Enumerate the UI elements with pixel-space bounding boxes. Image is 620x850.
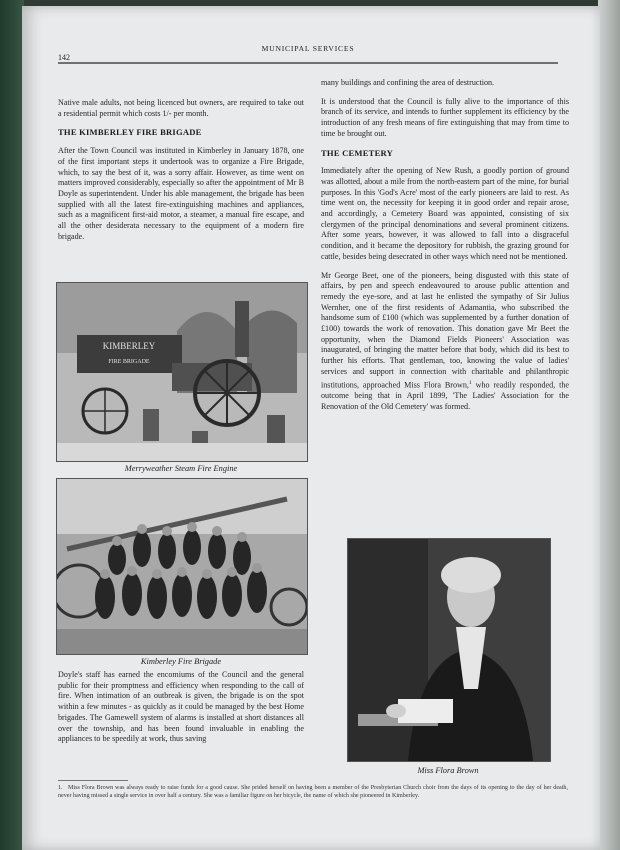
cemetery-heading: THE CEMETERY [321, 147, 394, 158]
fire-brigade-paragraph-3: It is understood that the Council is fully alive to the importance of this branch of its service, and intends to further supplement its efficiency by the introduction of any fresh means of fire extinguishing that may from time to time be brought out. [321, 96, 569, 138]
footnote-reference[interactable]: 1 [468, 379, 472, 386]
footnote-text: Miss Flora Brown was always ready to raise funds for a good cause. She prided herself on having been a member of the Presbyterian Church choir from the days of its opening to the day of her death, never having missed a single service in over half a century. She was a familiar figure on her bicycle, the name of which she pioneered in Kimberley. [58, 785, 568, 800]
fire-brigade-caption: Kimberley Fire Brigade [140, 657, 222, 666]
footnote-divider [58, 780, 128, 781]
cemetery-paragraph-2-text-end: who readily responded, the outcome being that in April 1899, 'The Ladies' Association for the Renovation of the Old Cemetery' was formed. [321, 380, 569, 411]
footnote [58, 784, 568, 801]
cemetery-paragraph-1: Immediately after the opening of New Rush, a goodly portion of ground was allotted, about a mile from the north-eastern part of the mine, for burial purposes. In this 'God's Acre' most of the early pioneers are laid to rest. As time went on, the necessity for keeping it in good order and repair arose, and accordingly, a Cemetery Board was appointed, consisting of six clergymen of the principal denominations and several prominent citizens. After some years, however, it was allowed to fall into a disgraceful condition, and it became the depository for rubbish, the grazing ground for cattle, besides being desecrated in other ways which need not be mentioned. [321, 166, 569, 261]
footnote-number: 1. [58, 785, 63, 791]
book-cover-edge [0, 0, 24, 850]
svg-text:KIMBERLEY: KIMBERLEY [102, 341, 156, 351]
flora-brown-caption: Miss Flora Brown [417, 766, 479, 775]
page-stack-edge [598, 0, 620, 850]
page-header [58, 42, 558, 64]
fire-brigade-paragraph-1: After the Town Council was instituted in Kimberley in January 1878, one of the first important steps it undertook was to organize a Fire Brigade, which, to say the best of it, was a sorry affair. However, as time went on matters improved considerably, especially so after the appointment of Mr B Doyle as superintendent. Under his able management, the brigade has been supplied with all the latest fire-extinguishing machines and appliances, such as a magnificent first-aid motor, a steamer, a manual fire escape, and all the other desiderata necessary to the equipment of a modern fire brigade. [58, 146, 304, 241]
book-page [22, 6, 600, 850]
cemetery-paragraph-2-text: Mr George Beet, one of the pioneers, being disgusted with this state of affairs, by pen and speech endeavoured to arouse public attention and remedy the eye-sore, and at last he enlisted the sympathy of Sir Julius Wernher, one of the first residents of Adamantia, who subscribed the handsome sum of £100 (which was supplemented by a further donation of £100) towards the work of renovation. This donation gave Mr Beet the opportunity, when the Diamond Fields Pioneers' Association was inaugurated, of bringing the matter before that body, which did its best to further his efforts. That gentleman, too, knowing the value of ladies' services and support in connection with charitable and philanthropic institutions, approached Miss Flora Brown, [321, 270, 569, 390]
fire-brigade-continuation: many buildings and confining the area of destruction. [321, 78, 495, 87]
right-column [321, 78, 569, 420]
left-column [58, 98, 304, 250]
intro-paragraph: Native male adults, not being licenced but owners, are required to take out a residential permit which costs 1/- per month. [58, 98, 304, 118]
svg-text:FIRE BRIGADE: FIRE BRIGADE [108, 359, 150, 365]
left-column-continued [58, 670, 304, 753]
fire-brigade-group-photo [56, 478, 308, 655]
steam-fire-engine-photo [56, 282, 308, 462]
running-head: MUNICIPAL SERVICES [261, 44, 355, 53]
flora-brown-portrait-photo [347, 538, 551, 762]
steam-fire-engine-caption: Merryweather Steam Fire Engine [124, 464, 238, 473]
fire-brigade-heading: THE KIMBERLEY FIRE BRIGADE [58, 127, 202, 138]
page-number: 142 [58, 53, 70, 62]
cemetery-paragraph-2 [321, 271, 569, 413]
fire-brigade-paragraph-2: Doyle's staff has earned the encomiums of the Council and the general public for their promptness and efficiency when responding to the call of fire. When intimation of an outbreak is given, the brigade is on the spot within a few minutes - as quickly as it could be managed by the best Home brigades. The Gamewell system of alarms is installed at short distances all over the township, and has been found invaluable in enabling the appliances to be speedily at work, thus saving [58, 670, 304, 744]
